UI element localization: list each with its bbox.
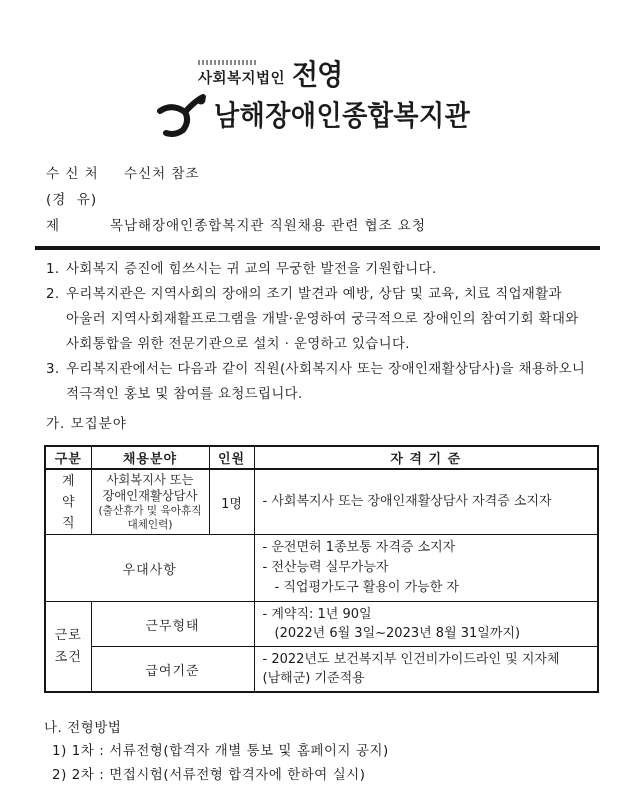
criteria-line: - 운전면허 1종보통 자격증 소지자 [262,540,456,555]
paragraph-line: 사회통합을 위한 전문기관으로 설치 · 운영하고 있습니다. [66,337,410,352]
method-item-2: 2) 2차 : 면접시험(서류전형 합격자에 한하여 실시) [52,768,366,783]
org-name-logotype: 전영 [292,58,343,92]
subject-value: 남해장애인종합복지관 직원채용 관련 협조 요청 [124,218,426,234]
paragraph-line: 적극적인 홍보 및 참여를 요청드립니다. [66,387,303,402]
criteria-line: - 2022년도 보건복지부 인건비가이드라인 및 지자체 [262,652,560,667]
category-vertical-text: 근로조건 [54,627,82,665]
paragraph-line: 아울러 지역사회재활프로그램을 개발·운영하여 궁극적으로 장애인의 참여기회 확대와 [66,312,579,327]
cell-preferred-label: 우대사항 [45,535,254,602]
cell-category-contract [45,469,91,535]
cell-work-type-label: 근무형태 [91,602,254,647]
table-row-preferred [45,535,598,602]
category-vertical-text: 계약직 [61,473,75,531]
cell-criteria [254,602,598,647]
recruitment-table [44,445,599,693]
recipient-line [46,161,631,187]
via-label: (경 유) [46,192,98,208]
cell-headcount: 1명 [209,469,254,535]
table-row-pay [45,647,598,693]
recipient-label: 수 신 처 [46,166,99,182]
field-line: (출산휴가 및 육아휴직 [98,505,202,517]
cell-pay-label: 급여기준 [91,647,254,693]
method-item-1: 1) 1차 : 서류전형(합격자 개별 통보 및 홈페이지 공지) [52,744,389,759]
header-criteria: 자 격 기 준 [254,446,598,469]
paragraph-1 [46,257,598,282]
paragraph-number: 1. [46,262,60,277]
paragraph-lines [66,357,598,407]
field-line: 대체인력) [127,519,173,531]
logo-slogan-marks [198,60,258,65]
subject-line [46,213,631,239]
subject-label-mok: 목 [109,218,124,234]
letter-head [46,161,631,239]
logo-main-row [156,91,631,137]
cell-category-conditions [45,602,91,693]
cell-recruit-field [91,469,209,535]
subject-label-je: 제 [46,218,61,234]
criteria-line: - 전산능력 실무가능자 [262,560,389,575]
criteria-line: (2022년 6월 3일~2023년 8월 31일까지) [274,626,521,641]
subject-label [46,213,124,239]
cell-criteria [254,647,598,693]
paragraph-line: 우리복지관은 지역사회의 장애의 조기 발견과 예방, 상담 및 교육, 치료 직업재활과 [66,287,562,302]
org-logo [0,0,631,137]
paragraph-3 [46,357,598,407]
body-paragraphs [46,257,598,407]
cell-criteria [254,469,598,535]
paragraph-number: 3. [46,362,60,377]
paragraph-lines [66,257,598,282]
paragraph-number: 2. [46,287,60,302]
recipient-value: 수신처 참조 [124,166,200,182]
via-line [46,187,631,213]
criteria-line: - 사회복지사 또는 장애인재활상담사 자격증 소지자 [262,494,552,509]
field-line: 사회복지사 또는 [106,473,194,487]
table-row-work-type [45,602,598,647]
paragraph-2 [46,282,598,357]
paragraph-line: 우리복지관에서는 다음과 같이 직원(사회복지사 또는 장애인재활상담사)을 채용하오니 [66,362,586,377]
header-category: 구분 [45,446,91,469]
field-line: 장애인재활상담사 [102,489,198,503]
section-b-heading: 나. 전형방법 [44,721,122,736]
logo-top-row [198,58,631,92]
table-row-contract [45,469,598,535]
paragraph-lines [66,282,598,357]
person-figure-icon [156,91,216,137]
criteria-line: (남해군) 기준적용 [262,671,365,686]
header-field: 채용분야 [91,446,209,469]
table-header-row [45,446,598,469]
org-type-label: 사회복지법인 [198,71,286,87]
criteria-line: - 직업평가도구 활용이 가능한 자 [274,580,459,595]
cell-criteria [254,535,598,602]
section-a-heading: 가. 모집분야 [46,416,127,432]
header-count: 인원 [209,446,254,469]
section-b [44,718,631,788]
org-title-logotype: 남해장애인종합복지관 [214,99,471,132]
paragraph-line: 사회복지 증진에 힘쓰시는 귀 교의 무궁한 발전을 기원합니다. [66,262,437,277]
criteria-line: - 계약직: 1년 90일 [262,607,372,622]
header-divider-rule [35,246,600,250]
logo-org-type-block [198,60,285,88]
